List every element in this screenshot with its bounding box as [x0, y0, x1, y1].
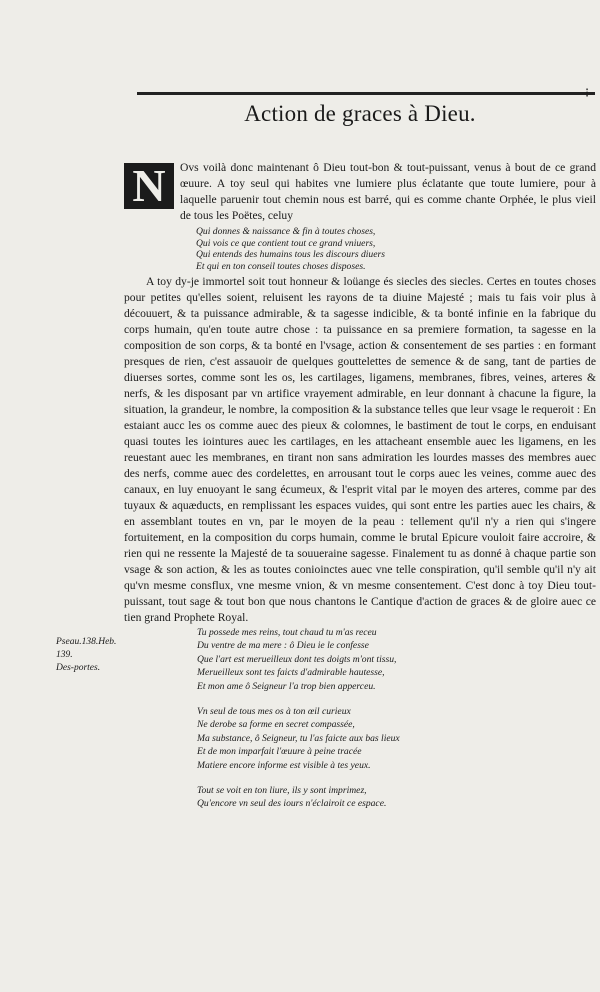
margin-note — [56, 636, 126, 675]
psalm-line: Qu'encore vn seul des iours n'éclairoit ce espace. — [197, 798, 387, 810]
margin-author: Des-portes. — [56, 663, 101, 673]
header-rule — [137, 92, 595, 95]
stanza — [197, 705, 497, 772]
page-title: Action de graces à Dieu. — [244, 101, 476, 126]
verse-line: Qui entends des humains tous les discours diuers — [196, 249, 385, 260]
drop-cap-initial: N — [124, 163, 174, 209]
psalm-line: Du ventre de ma mere : ô Dieu ie le confesse — [197, 640, 369, 652]
psalm-line: Ne derobe sa forme en secret compassée, — [197, 719, 355, 731]
psalm-line: Ma substance, ô Seigneur, tu l'as faicte aux bas lieux — [197, 732, 400, 744]
psalm-line: Vn seul de tous mes os à ton œil curieux — [197, 706, 351, 718]
psalm-verses — [197, 626, 497, 823]
intro-paragraph: Ovs voilà donc maintenant ô Dieu tout-bon & tout-puissant, venus à bout de ce grand œuure. A toy seul qui habites vne lumiere plus éclatante que toute lumiere, pour à laquelle paruenir tout chemin nous est barré, qui es comme chante Orphée, le plus vieil de tous les Poëtes, celuy — [180, 161, 596, 222]
body-paragraph: A toy dy-je immortel soit tout honneur & loüange és siecles des siecles. Certes en toutes choses pour petites qu'elles soient, reluisent les rayons de ta diuine Majesté ; mais tu fais voir plus à découuert, & ta puissance admirable, & ta sagesse indicible, & ta bonté infinie en la fabrique du corps humain, qu'en toute autre chose : ta puissance en sa premiere formation, ta sagesse en la composition de son corps, & ta bonté en l'vsage, action & consentement de ses parties : en formant presques de rien, c'est assauoir de quelques gouttelettes de semence & de sang, tant de parties de diuerses sortes, comme sont les os, les cartilages, ligamens, membranes, fibres, veines, arteres & nerfs, & les disposant par vn artifice vrayement admirable, en leur donnant à chacune la figure, la situation, la grandeur, le nombre, la composition & la substance telles que leur vsage le requeroit : En estaiant aucc les os comme auec des pieux & colomnes, le bastiment de tout le corps, en enduisant quasi toutes les iointures auec les cartilages, en les attacheant ensemble auec les ligamens, en les reuestant auec les membranes, en tirant non sans admiration les lourdes masses des membres auec des nerfs, comme auec des cordelettes, en arrousant tout le corps auec les veines, comme auec des canaux, en luy enuoyant le sang écumeux, & l'esprit vital par le moyen des arteres, comme par des tuyaux & aquæducts, en remplissant les espaces vuides, qui sont entre les parties auec les chairs, & en assemblant toutes en vn, par le moyen de la peau : tellement qu'il n'y a rien qui s'ingere fortuitement, en la composition du corps humain, comme le brutal Epicure vouloit faire accroire, & rien qui ne ressente la Majesté de ta souueraine sagesse. Finalement tu as donné à chaque partie son vsage & son action, & les as toutes conioinctes auec vne telle conspiration, qu'il semble qu'il n'y ait qu'vn mesme consflux, vne mesme vnion, & vn mesme consentement. C'est donc à toy Dieu tout-puissant, tout sage & tout bon que nous chantons le Cantique d'action de graces & de gloire auec ce tien grand Prophete Royal. — [124, 275, 596, 624]
psalm-line: Matiere encore informe est visible à tes yeux. — [197, 759, 371, 771]
rule-ornament-icon: ⁝ — [585, 85, 590, 100]
psalm-line: Merueilleux sont tes faicts d'admirable hautesse, — [197, 667, 385, 679]
psalm-line: Et de mon imparfait l'œuure à peine tracée — [197, 746, 362, 758]
psalm-line: Que l'art est merueilleux dont tes doigts m'ont tissu, — [197, 653, 397, 665]
verse-line: Et qui en ton conseil toutes choses disposes. — [196, 260, 366, 272]
stanza — [197, 626, 497, 693]
main-text — [124, 160, 596, 626]
verse-line: Qui vois ce que contient tout ce grand vniuers, — [196, 237, 376, 249]
verse-line: Qui donnes & naissance & fin à toutes choses, — [196, 226, 376, 237]
psalm-line: Tu possede mes reins, tout chaud tu m'as receu — [197, 627, 377, 638]
orphee-verse — [196, 226, 596, 272]
psalm-line: Tout se voit en ton liure, ils y sont imprimez, — [197, 785, 367, 797]
stanza — [197, 784, 497, 811]
margin-reference: Pseau.138.Heb. 139. — [56, 637, 117, 660]
psalm-line: Et mon ame ô Seigneur l'a trop bien apperceu. — [197, 680, 376, 692]
